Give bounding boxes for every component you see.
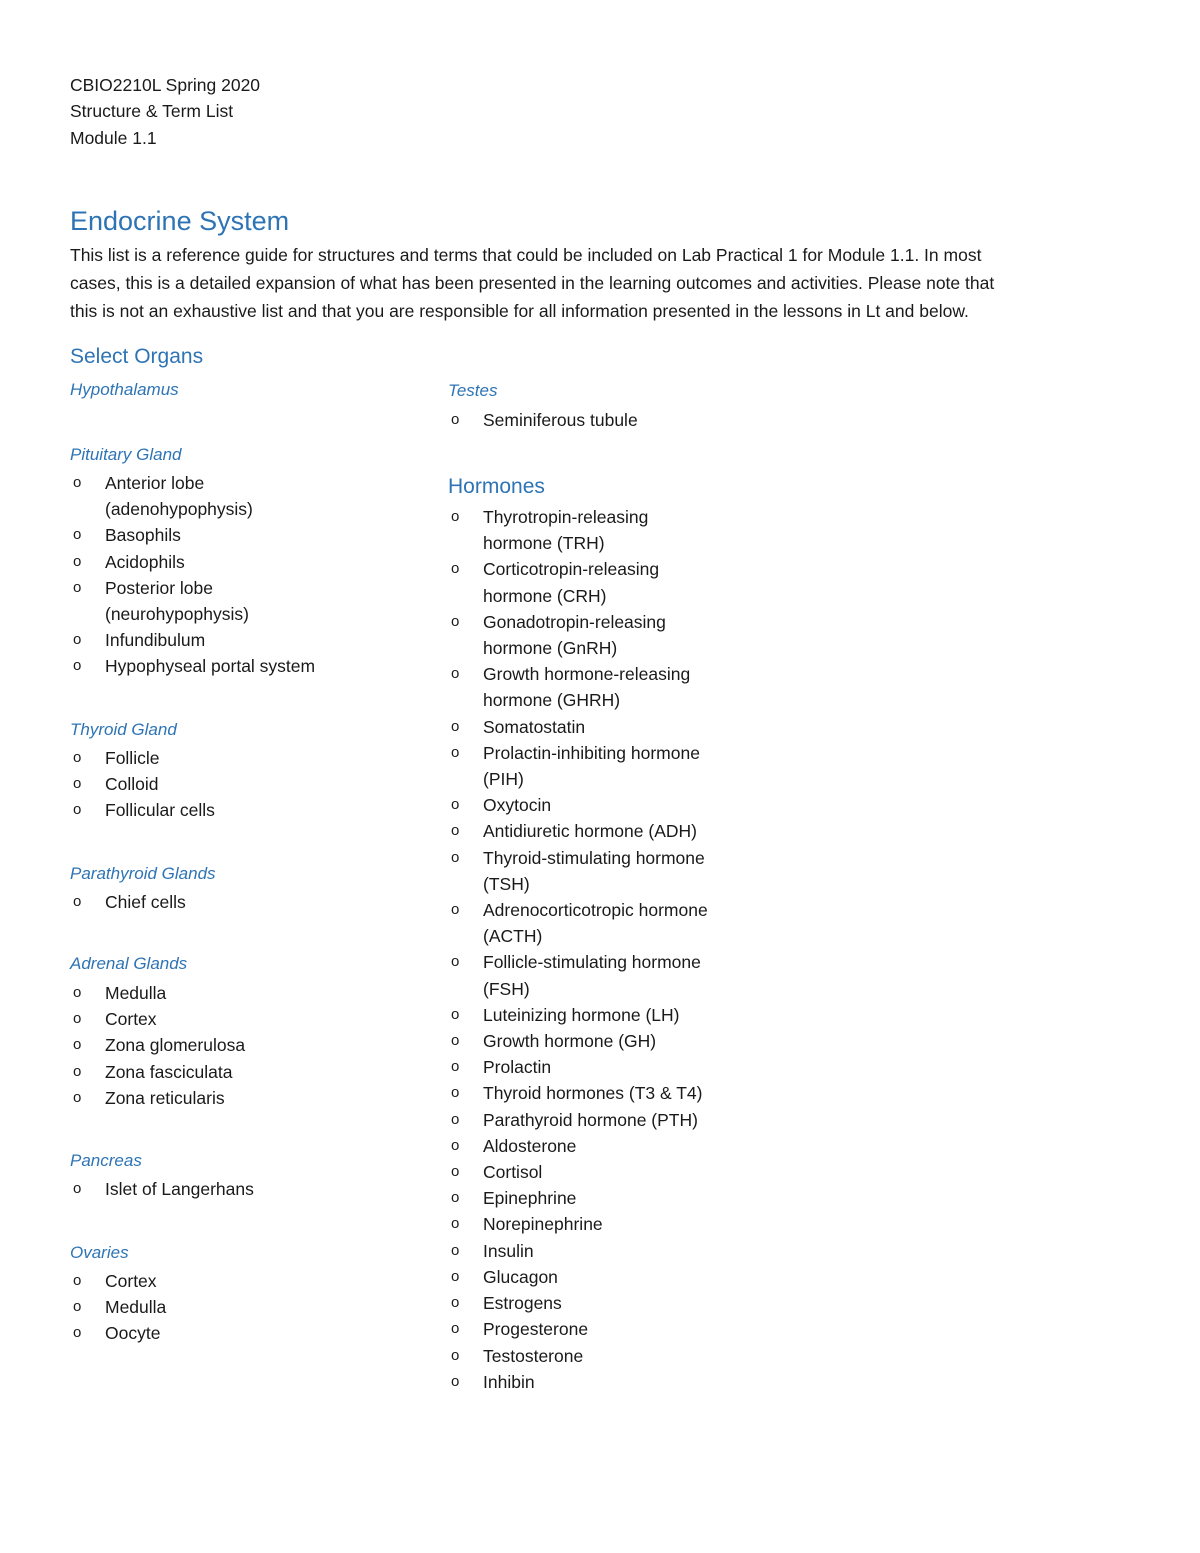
list-item bbox=[70, 797, 215, 823]
bullet-icon: o bbox=[451, 953, 460, 971]
bullet-icon: o bbox=[73, 749, 82, 766]
intro-line: cases, this is a detailed expansion of what has been presented in the learning outcomes and activities. Please note that bbox=[70, 273, 995, 293]
bullet-icon: o bbox=[451, 508, 460, 525]
pituitary-heading: Pituitary Gland bbox=[70, 445, 182, 464]
bullet-icon: o bbox=[451, 1005, 460, 1023]
list-item-text: hormone (CRH) bbox=[483, 585, 607, 606]
bullet-icon: o bbox=[451, 1346, 460, 1364]
bullet-icon: o bbox=[73, 657, 82, 675]
list-item bbox=[70, 1059, 245, 1085]
bullet-icon: o bbox=[73, 984, 82, 1001]
list-item bbox=[448, 504, 708, 556]
bullet-icon: o bbox=[451, 411, 460, 428]
bullet-icon: o bbox=[73, 1062, 82, 1080]
bullet-icon: o bbox=[451, 1267, 460, 1285]
list-item bbox=[448, 845, 708, 897]
list-item bbox=[70, 1320, 166, 1346]
testes-heading: Testes bbox=[448, 381, 498, 400]
bullet-icon: o bbox=[451, 1110, 460, 1128]
list-item-text: Islet of Langerhans bbox=[105, 1179, 254, 1199]
list-item-text: Zona fasciculata bbox=[105, 1061, 233, 1082]
list-item-text: Growth hormone-releasing bbox=[483, 664, 691, 685]
list-item-text: Colloid bbox=[105, 774, 159, 795]
list-item bbox=[70, 1294, 166, 1320]
list-item-text: Infundibulum bbox=[105, 630, 206, 651]
bullet-icon: o bbox=[451, 560, 460, 578]
list-item-text: Testosterone bbox=[483, 1345, 584, 1366]
list-item-text: Seminiferous tubule bbox=[483, 410, 638, 430]
hormones-list bbox=[448, 504, 708, 1395]
bullet-icon: o bbox=[451, 1136, 460, 1154]
list-item bbox=[448, 1185, 708, 1211]
ovaries-heading: Ovaries bbox=[70, 1243, 129, 1262]
list-item-text: Insulin bbox=[483, 1240, 534, 1261]
bullet-icon: o bbox=[451, 1372, 460, 1390]
bullet-icon: o bbox=[73, 893, 82, 910]
list-item-text: Epinephrine bbox=[483, 1188, 577, 1209]
list-item bbox=[448, 1002, 708, 1028]
list-item-text: Posterior lobe bbox=[105, 577, 213, 598]
list-item bbox=[448, 1107, 708, 1133]
list-item bbox=[448, 740, 708, 792]
list-item bbox=[448, 1316, 708, 1342]
list-item bbox=[448, 407, 638, 433]
list-item bbox=[70, 522, 315, 548]
list-item bbox=[448, 1290, 708, 1316]
ovaries-list bbox=[70, 1268, 166, 1347]
list-item bbox=[70, 653, 315, 679]
list-item-text: Zona reticularis bbox=[105, 1087, 225, 1108]
list-item-text: Thyroid hormones (T3 & T4) bbox=[483, 1083, 703, 1104]
bullet-icon: o bbox=[451, 1032, 460, 1050]
list-item-text: Norepinephrine bbox=[483, 1214, 603, 1235]
bullet-icon: o bbox=[451, 1058, 460, 1076]
list-item-text: (FSH) bbox=[483, 978, 530, 999]
list-item bbox=[448, 1211, 708, 1237]
pancreas-list bbox=[70, 1176, 254, 1202]
bullet-icon: o bbox=[73, 631, 82, 649]
bullet-icon: o bbox=[451, 1163, 460, 1181]
list-item-text: hormone (GHRH) bbox=[483, 690, 621, 711]
bullet-icon: o bbox=[451, 717, 460, 735]
list-item-text: Growth hormone (GH) bbox=[483, 1031, 657, 1052]
intro-line: This list is a reference guide for structures and terms that could be included on Lab Practical 1 for Module 1.1. In most bbox=[70, 245, 982, 265]
bullet-icon: o bbox=[451, 1215, 460, 1233]
list-item-text: Progesterone bbox=[483, 1319, 589, 1340]
bullet-icon: o bbox=[451, 665, 460, 683]
bullet-icon: o bbox=[73, 1272, 82, 1289]
list-item-text: Zona glomerulosa bbox=[105, 1035, 246, 1056]
bullet-icon: o bbox=[451, 1084, 460, 1102]
list-item-text: Chief cells bbox=[105, 892, 186, 912]
bullet-icon: o bbox=[73, 1036, 82, 1054]
list-item-text: Prolactin-inhibiting hormone bbox=[483, 742, 700, 763]
bullet-icon: o bbox=[451, 743, 460, 761]
list-item bbox=[448, 949, 708, 1001]
list-item bbox=[70, 1085, 245, 1111]
bullet-icon: o bbox=[451, 1294, 460, 1312]
bullet-icon: o bbox=[451, 1320, 460, 1338]
bullet-icon: o bbox=[73, 578, 82, 596]
list-item-text: Thyroid-stimulating hormone bbox=[483, 847, 705, 868]
list-item-text: Medulla bbox=[105, 1297, 167, 1318]
list-item-text: Adrenocorticotropic hormone bbox=[483, 900, 708, 921]
list-item-text: Prolactin bbox=[483, 1057, 552, 1078]
list-item bbox=[70, 980, 245, 1006]
bullet-icon: o bbox=[451, 848, 460, 866]
list-item bbox=[448, 792, 708, 818]
list-item bbox=[448, 609, 708, 661]
bullet-icon: o bbox=[451, 796, 460, 814]
list-item bbox=[70, 1268, 166, 1294]
list-item-text: Acidophils bbox=[105, 551, 185, 572]
module-line: Module 1.1 bbox=[70, 128, 157, 148]
adrenal-heading: Adrenal Glands bbox=[70, 954, 188, 973]
intro-paragraph bbox=[70, 241, 1130, 325]
doc-title-line: Structure & Term List bbox=[70, 101, 234, 121]
list-item bbox=[70, 549, 315, 575]
intro-line: this is not an exhaustive list and that you are responsible for all information presented in the lessons in Lt and below. bbox=[70, 301, 969, 321]
list-item-text: Follicular cells bbox=[105, 800, 215, 821]
list-item-text: Glucagon bbox=[483, 1266, 558, 1287]
list-item-text: Luteinizing hormone (LH) bbox=[483, 1004, 680, 1025]
list-item-text: hormone (GnRH) bbox=[483, 638, 618, 659]
list-item bbox=[448, 818, 708, 844]
bullet-icon: o bbox=[451, 1241, 460, 1259]
list-item-text: Cortex bbox=[105, 1271, 157, 1291]
bullet-icon: o bbox=[451, 822, 460, 840]
list-item bbox=[70, 470, 315, 522]
list-item-text: Cortisol bbox=[483, 1162, 543, 1183]
list-item bbox=[70, 1032, 245, 1058]
bullet-icon: o bbox=[73, 775, 82, 793]
bullet-icon: o bbox=[73, 801, 82, 819]
list-item bbox=[448, 1028, 708, 1054]
pancreas-heading: Pancreas bbox=[70, 1151, 142, 1170]
list-item bbox=[448, 1369, 708, 1395]
list-item bbox=[448, 1264, 708, 1290]
thyroid-list bbox=[70, 745, 215, 824]
bullet-icon: o bbox=[73, 1010, 82, 1028]
list-item-text: Anterior lobe bbox=[105, 473, 205, 493]
bullet-icon: o bbox=[73, 526, 82, 544]
list-item-text: (PIH) bbox=[483, 769, 524, 790]
list-item bbox=[448, 714, 708, 740]
list-item-text: (neurohypophysis) bbox=[105, 604, 249, 625]
bullet-icon: o bbox=[73, 552, 82, 570]
list-item bbox=[70, 1176, 254, 1202]
list-item bbox=[448, 1343, 708, 1369]
list-item bbox=[70, 1006, 245, 1032]
list-item-text: Parathyroid hormone (PTH) bbox=[483, 1109, 698, 1130]
list-item-text: Thyrotropin-releasing bbox=[483, 507, 649, 527]
parathyroid-heading: Parathyroid Glands bbox=[70, 864, 216, 883]
list-item bbox=[70, 745, 215, 771]
list-item-text: hormone (TRH) bbox=[483, 533, 605, 554]
page-title: Endocrine System bbox=[70, 206, 290, 236]
list-item-text: Corticotropin-releasing bbox=[483, 559, 660, 580]
bullet-icon: o bbox=[451, 901, 460, 919]
list-item-text: Basophils bbox=[105, 525, 181, 546]
list-item-text: Inhibin bbox=[483, 1371, 535, 1392]
bullet-icon: o bbox=[73, 1298, 82, 1316]
list-item bbox=[70, 627, 315, 653]
list-item bbox=[448, 897, 708, 949]
list-item-text: Follicle-stimulating hormone bbox=[483, 952, 701, 973]
list-item-text: Gonadotropin-releasing bbox=[483, 611, 666, 632]
list-item-text: Aldosterone bbox=[483, 1135, 577, 1156]
select-organs-heading: Select Organs bbox=[70, 345, 204, 368]
list-item-text: (ACTH) bbox=[483, 926, 543, 947]
list-item bbox=[448, 1080, 708, 1106]
bullet-icon: o bbox=[73, 1088, 82, 1106]
list-item-text: Oxytocin bbox=[483, 795, 552, 816]
thyroid-heading: Thyroid Gland bbox=[70, 720, 177, 739]
list-item-text: Cortex bbox=[105, 1009, 157, 1030]
hormones-heading: Hormones bbox=[448, 475, 545, 498]
list-item-text: Somatostatin bbox=[483, 716, 586, 737]
bullet-icon: o bbox=[73, 1324, 82, 1342]
list-item-text: Antidiuretic hormone (ADH) bbox=[483, 821, 697, 842]
course-line: CBIO2210L Spring 2020 bbox=[70, 75, 261, 95]
list-item bbox=[448, 556, 708, 608]
hypothalamus-heading: Hypothalamus bbox=[70, 380, 179, 399]
list-item-text: Estrogens bbox=[483, 1293, 562, 1314]
list-item bbox=[448, 1054, 708, 1080]
testes-list bbox=[448, 407, 638, 433]
list-item-text: Follicle bbox=[105, 748, 160, 768]
list-item bbox=[448, 661, 708, 713]
bullet-icon: o bbox=[451, 1189, 460, 1207]
list-item bbox=[448, 1133, 708, 1159]
list-item bbox=[448, 1238, 708, 1264]
list-item-text: Medulla bbox=[105, 983, 167, 1003]
list-item-text: Oocyte bbox=[105, 1323, 161, 1344]
parathyroid-list bbox=[70, 889, 186, 915]
pituitary-list bbox=[70, 470, 315, 680]
list-item-text: Hypophyseal portal system bbox=[105, 656, 316, 677]
adrenal-list bbox=[70, 980, 245, 1111]
list-item-text: (adenohypophysis) bbox=[105, 499, 253, 520]
bullet-icon: o bbox=[73, 474, 82, 491]
list-item bbox=[70, 889, 186, 915]
list-item bbox=[70, 771, 215, 797]
list-item bbox=[448, 1159, 708, 1185]
list-item bbox=[70, 575, 315, 627]
bullet-icon: o bbox=[451, 612, 460, 630]
bullet-icon: o bbox=[73, 1180, 82, 1197]
list-item-text: (TSH) bbox=[483, 873, 530, 894]
